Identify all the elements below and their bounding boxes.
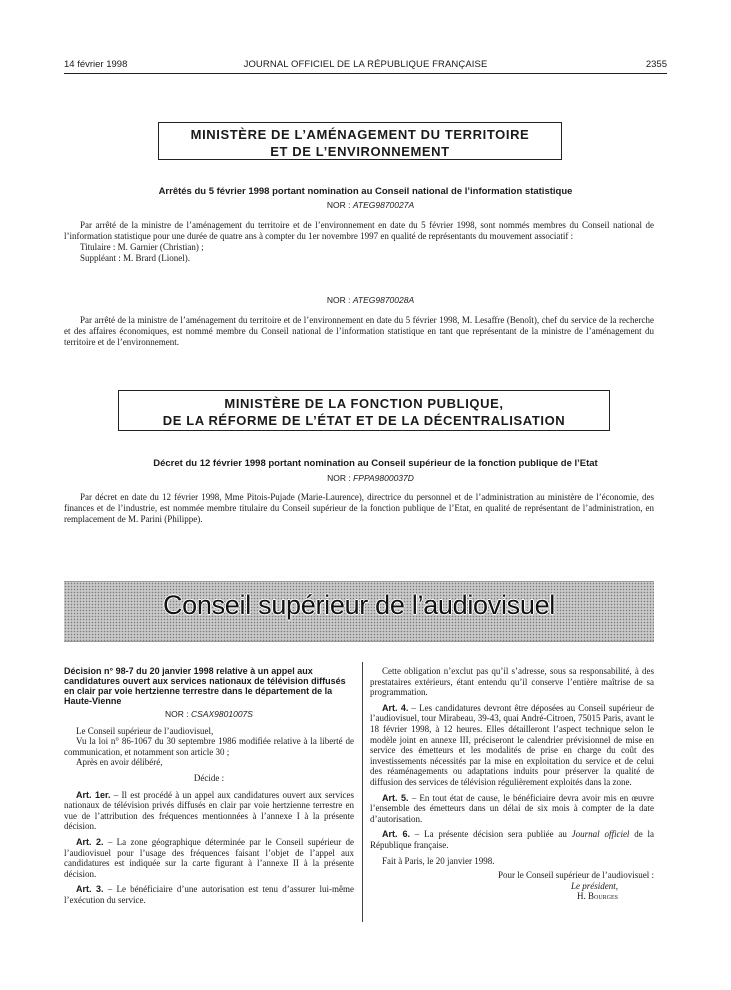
fait-a-paris: Fait à Paris, le 20 janvier 1998. bbox=[382, 855, 495, 866]
arretes-title: Arrêtés du 5 février 1998 portant nomination au Conseil national de l’information statistique bbox=[158, 186, 573, 197]
paragraph: Par arrêté de la ministre de l’aménagement du territoire et de l’environnement en date du 5 février 1998, sont nommés membres du Conseil national de l’information statistique pour une durée de quatre ans à compter du 1er novembre 1997 en qualité de représentants du mouvement associatif : bbox=[64, 220, 654, 241]
journal-officiel-reference: Journal officiel bbox=[571, 829, 630, 840]
nor-code: ATEG9870027A bbox=[352, 200, 415, 210]
signature-president: Le président, bbox=[571, 880, 618, 891]
article-label: Art. 4. bbox=[382, 702, 409, 713]
article-1: Art. 1er. – Il est procédé à un appel aux candidatures ouvert aux services nationaux de télévision privés diffusés en clair par voie hertzienne terrestre en vue de l’attribution des fréquences mentionnées à l’annexe I à la présente décision. bbox=[64, 789, 354, 832]
ministry-heading-line: MINISTÈRE DE L’AMÉNAGEMENT DU TERRITOIRE bbox=[190, 127, 530, 142]
nor-code: FPPA9800037D bbox=[353, 473, 414, 483]
nor-reference: NOR : ATEG9870027A bbox=[326, 200, 415, 210]
arrete-1-text bbox=[64, 220, 654, 264]
banner-title: Conseil supérieur de l’audiovisuel bbox=[162, 590, 556, 620]
article-label: Art. 1er. bbox=[76, 789, 111, 800]
nor-code: CSAX9801007S bbox=[191, 709, 253, 719]
paragraph: Titulaire : M. Garnier (Christian) ; bbox=[80, 242, 204, 252]
nor-reference: NOR : CSAX9801007S bbox=[165, 709, 253, 719]
signature-pour: Pour le Conseil supérieur de l’audiovisuel : bbox=[498, 870, 654, 881]
ministry-heading-line: ET DE L’ENVIRONNEMENT bbox=[270, 144, 450, 159]
decret-text bbox=[64, 492, 654, 525]
article-3: Art. 3. – Le bénéficiaire d’une autorisation est tenu d’assurer lui-même l’exécution du service. bbox=[64, 884, 354, 905]
decret-title: Décret du 12 février 1998 portant nomination au Conseil supérieur de la fonction publique de l’Etat bbox=[153, 458, 598, 469]
article-label: Art. 3. bbox=[76, 884, 104, 895]
ministry-heading-line: MINISTÈRE DE LA FONCTION PUBLIQUE, bbox=[224, 396, 504, 411]
nor-reference: NOR : FPPA9800037D bbox=[327, 473, 414, 483]
decide-heading: Décide : bbox=[193, 772, 225, 783]
column-divider bbox=[362, 662, 363, 922]
header-page-number: 2355 bbox=[645, 59, 667, 70]
paragraph: Le Conseil supérieur de l’audiovisuel, bbox=[76, 725, 214, 736]
decision-right-column bbox=[370, 666, 654, 902]
page-header bbox=[64, 59, 667, 73]
paragraph: Par décret en date du 12 février 1998, Mme Pitois-Pujade (Marie-Laurence), directrice du personnel et de l’administration au ministère de l’économie, des finances et de l’industrie, est nommée membre titulaire du Conseil supérieur de la fonction publique de l’Etat, en qualité de représentant de l’administration, en remplacement de M. Parini (Philippe). bbox=[64, 492, 654, 524]
article-6: Art. 6. – La présente décision sera publiée au Journal officiel de la République française. bbox=[370, 829, 654, 850]
paragraph: Suppléant : M. Brard (Lionel). bbox=[80, 253, 190, 263]
header-journal-title: JOURNAL OFFICIEL DE LA RÉPUBLIQUE FRANÇAISE bbox=[243, 59, 488, 70]
article-label: Art. 5. bbox=[382, 792, 409, 803]
decision-title: Décision n° 98-7 du 20 janvier 1998 relative à un appel aux candidatures ouvert aux services nationaux de télévision diffusés en clair par voie hertzienne terrestre dans le département de la Haute-Vienne bbox=[64, 666, 346, 706]
arrete-2-text bbox=[64, 315, 654, 348]
article-5: Art. 5. – En tout état de cause, le bénéficiaire devra avoir mis en œuvre l’ensemble des émetteurs dans un délai de six mois à compter de la date d’autorisation. bbox=[370, 792, 654, 824]
section-banner-csa bbox=[64, 581, 654, 642]
ministry-heading-line: DE LA RÉFORME DE L’ÉTAT ET DE LA DÉCENTRALISATION bbox=[162, 413, 566, 428]
ministry-heading-fonction-publique bbox=[118, 390, 610, 431]
paragraph: Par arrêté de la ministre de l’aménagement du territoire et de l’environnement en date du 5 février 1998, M. Lesaffre (Benoît), chef du service de la recherche et des affaires économiques, est nommé membre du Conseil national de l’information statistique en tant que représentant de la ministre de l’aménagement du territoire et de l’environnement. bbox=[64, 315, 654, 347]
article-4: Art. 4. – Les candidatures devront être déposées au Conseil supérieur de l’audiovisuel, tour Mirabeau, 39-43, quai André-Citroen, 75015 Paris, avant le 18 février 1998, à 12 heures. Elles détailleront l’aspect technique selon le modèle joint en annexe III, préciseront le calendrier prévisionnel de mise en service des émetteurs et les modalités de prise en charge du coût des investissements nécessités par la mise en exploitation du service et de celui des réaménagements ou adaptations induits pour préserver la qualité de diffusion des services de télévision régulièrement exploités dans la zone. bbox=[370, 702, 655, 787]
header-rule bbox=[64, 73, 667, 74]
decision-left-column bbox=[64, 666, 354, 906]
article-3-continued: Cette obligation n’exclut pas qu’il s’adresse, sous sa responsabilité, à des prestataires extérieurs, étant entendu qu’il conserve l’entière maîtrise de sa programmation. bbox=[370, 666, 654, 698]
signature-name: H. Bourges bbox=[576, 891, 618, 902]
nor-reference: NOR : ATEG9870028A bbox=[326, 295, 415, 305]
header-date: 14 février 1998 bbox=[64, 59, 128, 70]
article-2: Art. 2. – La zone géographique déterminée par le Conseil supérieur de l’audiovisuel pour l’usage des fréquences faisant l’objet de l’appel aux candidatures est indiquée sur la carte figurant à l’annexe II à la présente décision. bbox=[64, 836, 354, 879]
paragraph: Après en avoir délibéré, bbox=[76, 757, 163, 768]
nor-code: ATEG9870028A bbox=[352, 295, 415, 305]
article-label: Art. 6. bbox=[382, 829, 411, 840]
article-label: Art. 2. bbox=[76, 836, 104, 847]
paragraph: Vu la loi n° 86-1067 du 30 septembre 1986 modifiée relative à la liberté de communication, et notamment son article 30 ; bbox=[64, 736, 354, 757]
ministry-heading-amenagement bbox=[158, 122, 562, 160]
